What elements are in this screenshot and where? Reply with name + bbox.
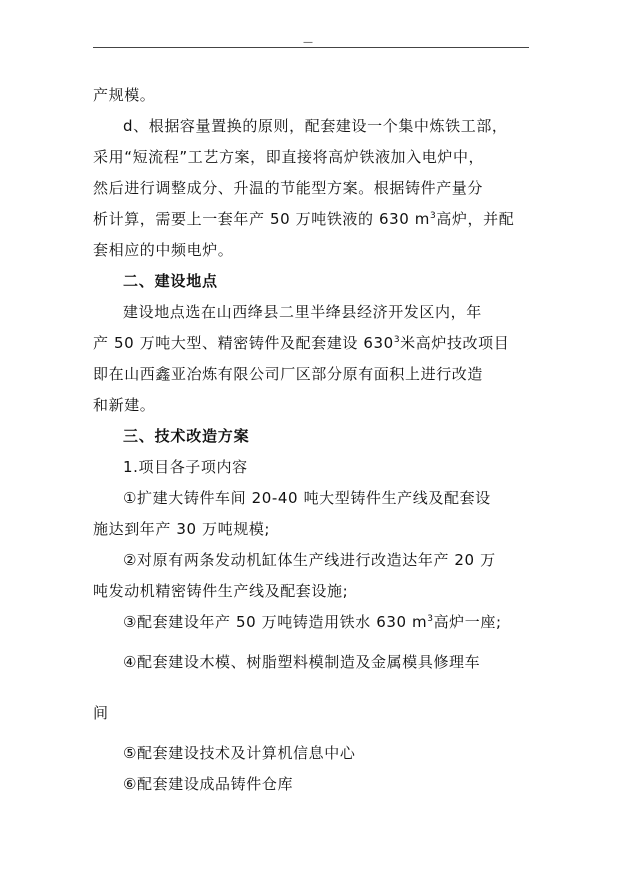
paragraph-line: 建设地点选在山西绛县二里半绛县经济开发区内，年 [123,303,482,321]
superscript: 3 [427,614,434,624]
list-item: ②对原有两条发动机缸体生产线进行改造达年产 20 万 [123,551,496,569]
list-item-continuation: 吨发动机精密铸件生产线及配套设施; [93,582,349,600]
paragraph-line: 和新建。 [93,396,156,414]
text-run: ③配套建设年产 50 万吨铸造用铁水 630 m [123,613,428,631]
text-run: 米高炉技改项目 [400,334,510,352]
paragraph-line [93,209,514,229]
header-rule [93,47,529,48]
header-mark: — [303,37,313,48]
list-item-continuation: 间 [93,704,109,722]
list-item-continuation: 施达到年产 30 万吨规模; [93,520,271,538]
list-item: ④配套建设木模、树脂塑料模制造及金属模具修理车 [123,653,481,671]
superscript: 3 [430,211,437,221]
text-run: 析计算，需要上一套年产 50 万吨铁液的 630 m [93,210,431,228]
paragraph-line: d、根据容量置换的原则，配套建设一个集中炼铁工部， [123,117,508,135]
paragraph-line: 采用“短流程”工艺方案，即直接将高炉铁液加入电炉中， [93,148,485,166]
text-run: 高炉一座; [433,613,502,631]
text-run: 产 50 万吨大型、精密铸件及配套建设 630 [93,334,394,352]
list-item: ⑤配套建设技术及计算机信息中心 [123,744,356,762]
section-heading: 三、技术改造方案 [123,427,250,445]
sub-heading: 1.项目各子项内容 [123,458,248,476]
paragraph-line: 产规模。 [93,86,156,104]
list-item [123,612,502,632]
superscript: 3 [393,335,401,345]
paragraph-line: 即在山西鑫亚冶炼有限公司厂区部分原有面积上进行改造 [93,365,484,383]
list-item: ①扩建大铸件车间 20-40 吨大型铸件生产线及配套设 [123,489,491,507]
section-heading: 二、建设地点 [123,272,218,290]
text-run: 高炉，并配 [436,210,515,228]
paragraph-line [93,333,509,353]
list-item: ⑥配套建设成品铸件仓库 [123,775,294,793]
paragraph-line: 然后进行调整成分、升温的节能型方案。根据铸件产量分 [93,179,484,197]
paragraph-line: 套相应的中频电炉。 [93,241,234,259]
